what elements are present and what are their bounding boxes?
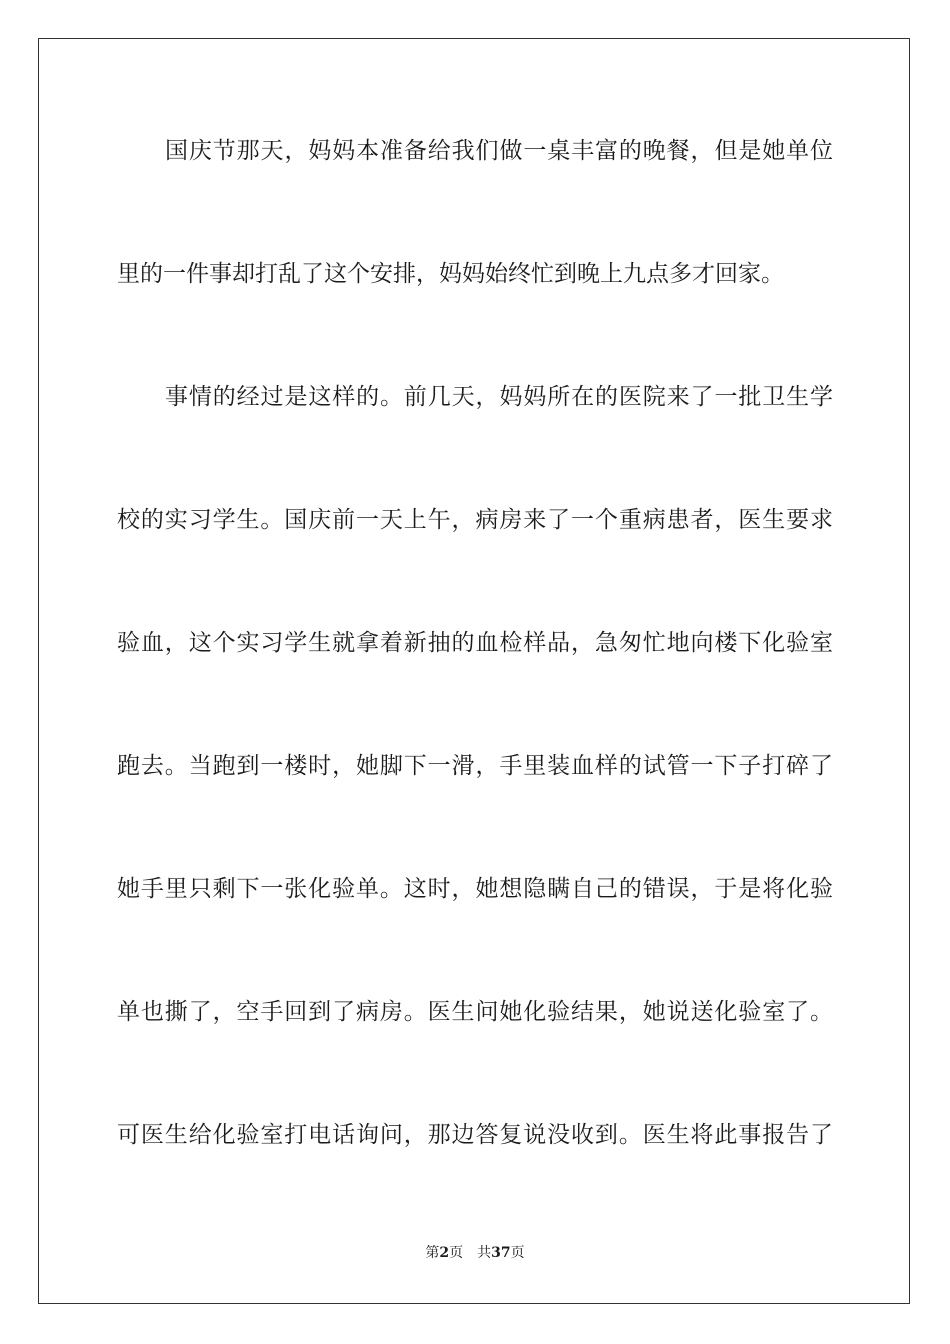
paragraph-2-line-4: 跑去。当跑到一楼时，她脚下一滑，手里装血样的试管一下子打碎了 xyxy=(117,753,833,779)
page-number-suffix: 页 xyxy=(449,1245,464,1261)
paragraph-2-line-5: 她手里只剩下一张化验单。这时，她想隐瞒自己的错误，于是将化验 xyxy=(117,876,833,902)
paragraph-2-line-7: 可医生给化验室打电话询问，那边答复说没收到。医生将此事报告了 xyxy=(117,1122,833,1148)
paragraph-2-line-1: 事情的经过是这样的。前几天，妈妈所在的医院来了一批卫生学 xyxy=(165,384,833,410)
total-pages-suffix: 页 xyxy=(510,1245,525,1261)
page-number: 2 xyxy=(439,1245,450,1261)
page-border xyxy=(38,38,910,1304)
paragraph-2-line-6: 单也撕了，空手回到了病房。医生问她化验结果，她说送化验室了。 xyxy=(117,999,833,1025)
page-number-prefix: 第 xyxy=(425,1245,440,1261)
paragraph-1-line-2: 里的一件事却打乱了这个安排，妈妈始终忙到晚上九点多才回家。 xyxy=(117,261,784,287)
total-pages: 37 xyxy=(491,1245,511,1261)
page-footer xyxy=(0,1244,950,1262)
paragraph-2-line-3: 验血，这个实习学生就拿着新抽的血检样品，急匆忙地向楼下化验室 xyxy=(117,630,833,656)
paragraph-1-line-1: 国庆节那天，妈妈本准备给我们做一桌丰富的晚餐，但是她单位 xyxy=(165,138,833,164)
paragraph-2-line-2: 校的实习学生。国庆前一天上午，病房来了一个重病患者，医生要求 xyxy=(117,507,833,533)
total-pages-prefix: 共 xyxy=(477,1245,492,1261)
